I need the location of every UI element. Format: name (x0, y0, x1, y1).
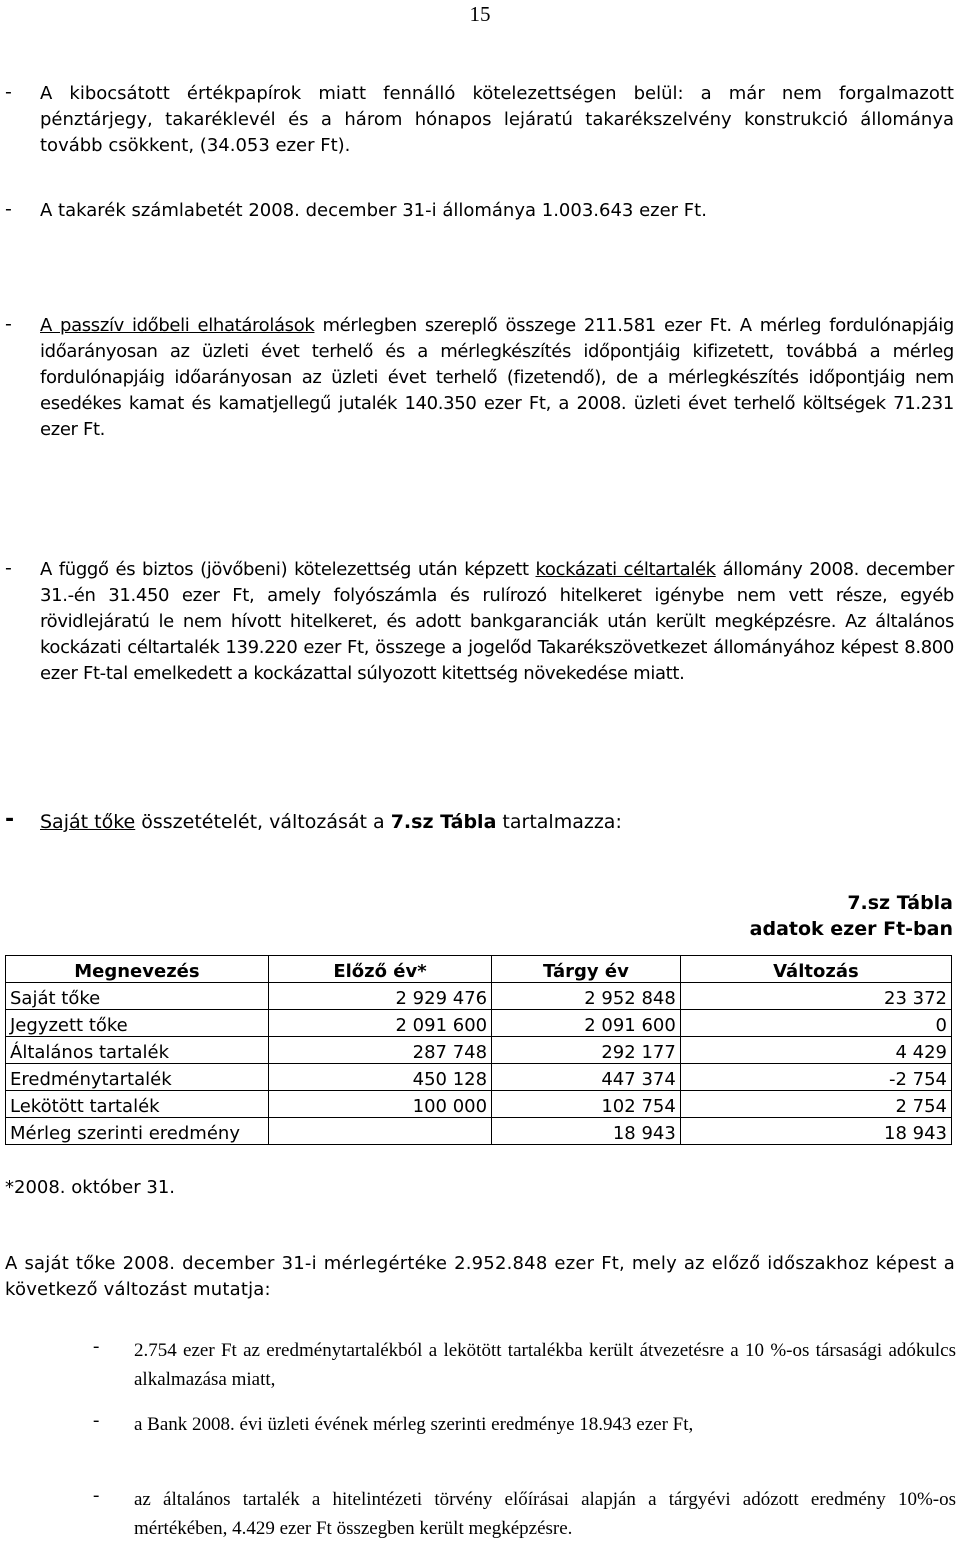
equity-mid: összetételét, változását a (135, 811, 391, 833)
cell-prev: 2 091 600 (268, 1010, 491, 1037)
cell-prev: 2 929 476 (268, 983, 491, 1010)
cell-current: 102 754 (492, 1091, 681, 1118)
table-caption (750, 890, 953, 942)
cell-change: 23 372 (680, 983, 951, 1010)
provisions-intro: A függő és biztos (jövőbeni) kötelezettség után képzett (40, 559, 536, 580)
cell-current: 447 374 (492, 1064, 681, 1091)
table-unit: adatok ezer Ft-ban (749, 918, 953, 940)
row-label: Saját tőke (6, 983, 269, 1010)
row-label: Mérleg szerinti eredmény (6, 1118, 269, 1145)
table-row (6, 1091, 952, 1118)
change-text: az általános tartalék a hitelintézeti törvény előírásai alapján a tárgyévi adózott eredmény 10%-os mértékében, 4.429 ezer Ft összegben került megképzésre. (134, 1489, 956, 1539)
table-row (6, 1118, 952, 1145)
row-label: Eredménytartalék (6, 1064, 269, 1091)
equity-summary: A saját tőke 2008. december 31-i mérlegértéke 2.952.848 ezer Ft, mely az előző időszakhoz képest a következő változást mutatja: (5, 1253, 955, 1300)
equity-end: tartalmazza: (496, 811, 622, 833)
paragraph-text: A kibocsátott értékpapírok miatt fennálló kötelezettségen belül: a már nem forgalmazott pénztárjegy, takaréklevél és a három hónapos lejáratú takarékszelvény konstrukció állománya tovább csökkent, (34.053 ezer Ft). (40, 83, 954, 156)
cell-current: 18 943 (492, 1118, 681, 1145)
bullet-dash: - (93, 1410, 100, 1431)
cell-current: 2 952 848 (492, 983, 681, 1010)
cell-change: 0 (680, 1010, 951, 1037)
cell-prev: 100 000 (268, 1091, 491, 1118)
bullet-dash: - (93, 1336, 100, 1357)
bullet-dash: - (93, 1485, 100, 1506)
table-row (6, 1037, 952, 1064)
provisions-term: kockázati céltartalék (535, 559, 716, 580)
row-label: Általános tartalék (6, 1037, 269, 1064)
cell-prev: 287 748 (268, 1037, 491, 1064)
cell-prev (268, 1118, 491, 1145)
table-number: 7.sz Tábla (847, 892, 953, 914)
bullet-dash: - (5, 807, 15, 832)
cell-current: 2 091 600 (492, 1010, 681, 1037)
row-label: Jegyzett tőke (6, 1010, 269, 1037)
cell-change: 4 429 (680, 1037, 951, 1064)
header-change: Változás (680, 956, 951, 983)
table-footnote: *2008. október 31. (5, 1177, 176, 1198)
change-text: 2.754 ezer Ft az eredménytartalékból a lekötött tartalékba került átvezetésre a 10 %-os társasági adókulcs alkalmazása miatt, (134, 1340, 956, 1390)
table-reference: 7.sz Tábla (390, 811, 497, 833)
equity-term: Saját tőke (40, 811, 136, 833)
header-name: Megnevezés (6, 956, 269, 983)
cell-current: 292 177 (492, 1037, 681, 1064)
table-row (6, 1010, 952, 1037)
accruals-term: A passzív időbeli elhatárolások (40, 315, 315, 336)
header-current-year: Tárgy év (492, 956, 681, 983)
table-row (6, 1064, 952, 1091)
provisions-body: állomány 2008. december 31.-én 31.450 ezer Ft, amely folyószámla és rulírozó hitelkeret igénybe nem vett része, egyéb rövidlejáratú le nem hívott hitelkeret, és adott bankgaranciák után került megképzésre. Az általános kockázati céltartalék 139.220 ezer Ft, összege a jogelőd Takarékszövetkezet állományához képest 8.800 ezer Ft-tal emelkedett a kockázattal súlyozott kitettség növekedése miatt. (40, 559, 954, 684)
bullet-dash: - (5, 557, 12, 579)
page-number: 15 (469, 2, 491, 26)
equity-table (5, 955, 952, 1145)
bullet-dash: - (5, 81, 12, 103)
row-label: Lekötött tartalék (6, 1091, 269, 1118)
paragraph-text: A takarék számlabetét 2008. december 31-i állománya 1.003.643 ezer Ft. (40, 200, 707, 221)
bullet-dash: - (5, 313, 12, 335)
cell-change: 2 754 (680, 1091, 951, 1118)
accruals-body: mérlegben szereplő összege 211.581 ezer Ft. A mérleg fordulónapjáig időarányosan az üzleti évet terhelő és a mérlegkészítés időpontjáig kifizetett, továbbá a mérleg fordulónapjáig időarányosan az üzleti évet terhelő (fizetendő), de a mérlegkészítés időpontjáig nem esedékes kamat és kamatjellegű jutalék 140.350 ezer Ft, a 2008. üzleti évet terhelő költségek 71.231 ezer Ft. (40, 315, 954, 440)
change-text: a Bank 2008. évi üzleti évének mérleg szerinti eredménye 18.943 ezer Ft, (134, 1414, 694, 1435)
table-row (6, 983, 952, 1010)
bullet-dash: - (5, 198, 12, 220)
table-header-row (6, 956, 952, 983)
cell-change: 18 943 (680, 1118, 951, 1145)
cell-prev: 450 128 (268, 1064, 491, 1091)
cell-change: -2 754 (680, 1064, 951, 1091)
paragraph-text (40, 809, 954, 835)
header-prev-year: Előző év* (268, 956, 491, 983)
paragraph-text (40, 557, 954, 687)
paragraph-text (40, 313, 954, 443)
